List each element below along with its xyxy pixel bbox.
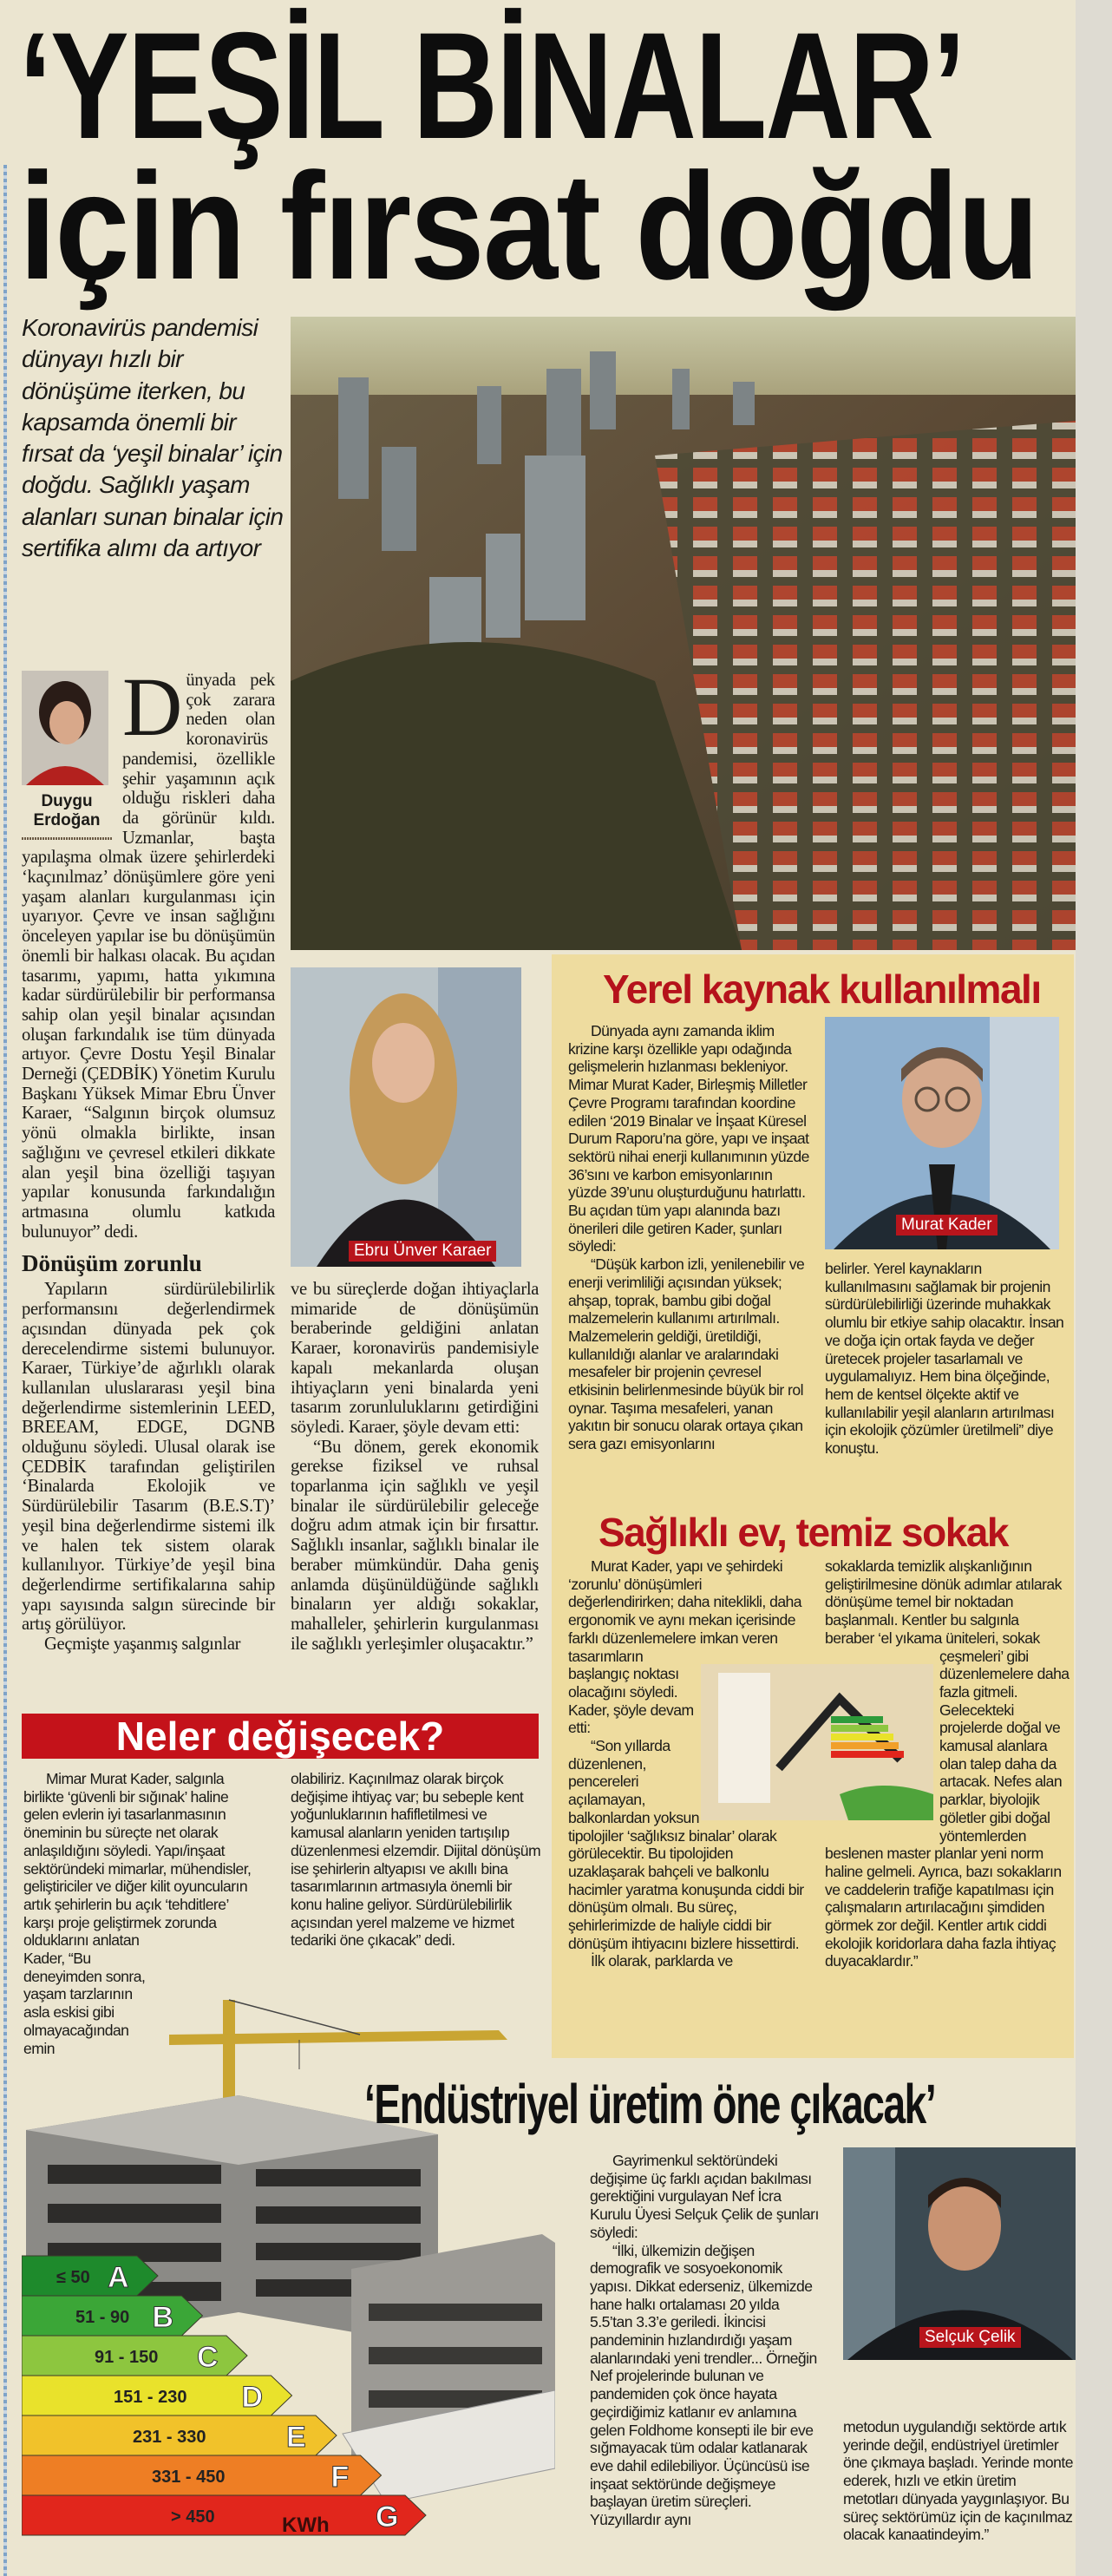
article-paragraph: “İlki, ülkemizin değişen demografik ve sosyoekonomik yapısı. Dikkat ederseniz, ülkemizde hane halkı ortalaması 20 yılda 5.5’tan 3.3’e geriledi. İkincisi pandeminin hızlandırdığı yaşam alanlarındaki yeni trendler... Örneğin Nef projelerinde bulunan ve pandemiden çok önce hayata geçirdiğimiz katlanır ev anlamına gelen Foldhome konsepti ile bir eve sığmayacak tüm odalar katlanarak eve dahil edilebiliyor. Üçüncüsü ise inşaat sektöründe değişmeye başlayan üretim süreçleri. Yüzyıllardır aynı — [590, 2241, 817, 2529]
main-article-column-1 — [22, 660, 275, 1655]
endustriyel-heading: ‘Endüstriyel üretim öne çıkacak’ — [364, 2073, 936, 2135]
energy-class-letter: E — [286, 2421, 306, 2454]
headline-line-2: için fırsat doğdu — [19, 142, 1038, 311]
article-paragraph: metodun uygulandığı sektörde artık yerinde değil, endüstriyel üretimler öne çıkmaya başladı. Yerinde monte ederek, hızlı ve etkin üretim metotları dünyada yaygınlaşıyor. Bu süreç sektörümüz için de kaçınılmaz olacak kanaatindeyim.” — [843, 2418, 1073, 2544]
article-paragraph: Dünyada aynı zamanda iklim krizine karşı özellikle yapı odağında gelişmelerin hızlanması bekleniyor. Mimar Murat Kader, Birleşmiş Milletler Çevre Programı tarafından koordine edilen ‘2019 Binalar ve İnşaat Küresel Durum Raporu’na göre, yapı ve inşaat sektörü nihai enerji kullanımının yüzde 36’sını ve karbon emisyonlarının yüzde 39’unu oluşturduğunu hatırlattı. Bu açıdan tüm yapı alanında bazı önerileri dile getiren Kader, şunları söyledi: — [568, 1022, 809, 1255]
neler-column-2 — [291, 1770, 542, 1950]
energy-class-bar-g — [22, 2495, 426, 2535]
page-edge-border — [3, 165, 7, 2576]
article-paragraph: “Bu dönem, gerek ekonomik gerekse fiziksel ve ruhsal toparlanma için sağlıklı ve yeşil binalar ile sürdürülebilir geleceğe doğru adım atmak için bir fırsattır. Sağlıklı insanlar, sağlıklı binalar ile beraber mümkündür. Daha geniş anlamda düşünüldüğünde sağlıklı binaların yer aldığı sokaklar, mahalleler, şehirlerin kurgulanması ile sağlıklı yerleşimler oluşacaktır.” — [291, 1437, 539, 1654]
author-name-last: Erdoğan — [33, 811, 101, 829]
article-paragraph: Mimar Murat Kader, salgınla birlikte ‘güvenli bir sığınak’ haline gelen evlerin iyi tasarlanmasının öneminin bu süreçte net olarak anlaşıldığını söyledi. Yapı/inşaat sektöründeki mimarlar, mühendisler, geliştiriciler ve diğer kilit oyuncuların artık şehirlerin bu açık ‘tehditlere’ karşı proje geliştirmek zorunda olduklarını anlatan Kader, “Bu deneyimden sonra, yaşam tarzlarının asla eskisi gibi olmayacağından emin — [23, 1770, 252, 2057]
author-photo — [22, 671, 108, 785]
city-aerial-photo — [291, 317, 1076, 950]
energy-class-letter: B — [152, 2301, 174, 2334]
murat-kader-photo — [825, 1017, 1059, 1249]
endustriyel-column-1 — [590, 2152, 824, 2529]
article-paragraph: ve bu süreçlerde doğan ihtiyaçlarla mimaride de dönüşümün beraberinde geldiğini anlatan Karaer, koronavirüs pandemisiyle kapalı mekanlarda oluşan ihtiyaçların yeni binalarda yeni tasarım zorunluluklarını getirdiğini söyledi. Karaer, şöyle devam etti: — [291, 1280, 539, 1437]
subheading: Dönüşüm zorunlu — [22, 1250, 202, 1277]
energy-class-range: 51 - 90 — [75, 2308, 130, 2327]
article-text: ünyada pek çok zarara neden olan koronavirüs pandemisi, özellikle şehir yaşamının açık olduğu riskleri daha da görünür kıldı. Uzmanlar, başta yapılaşma olmak üzere şehirlerdeki ‘kaçınılmaz’ dönüşümlere göre yeni yaşam alanları kurgulanması için uyarıyor. Çevre ve insan sağlığını önceleyen yapılar ise bu dönüşümün önemli bir halkası olacak. Bu açıdan tasarımı, yapımı, hatta yıkımına kadar sürdürülebilir bir performansa sahip olan yeşil binalar açısından oluşan farkındalık ise tüm dünyada artıyor. Çevre Dostu Yeşil Binalar Derneği (ÇEDBİK) Yönetim Kurulu Başkanı Yüksek Mimar Ebru Ünver Karaer, “Salgının birçok olumsuz yönü olmakla birlikte, insan sağlığını ve çevresel etkileri dikkate alan yeşil bina özelliği taşıyan yapılar konusunda farkındalığın artmasına olumlu katkıda bulunuyor” dedi. — [22, 671, 275, 1242]
energy-unit-label: KWh — [282, 2514, 330, 2537]
author-box — [22, 671, 112, 840]
adjacent-page-strip — [1076, 0, 1112, 2576]
section-heading-bar: Neler değişecek? — [22, 1714, 539, 1759]
energy-class-letter: G — [376, 2501, 399, 2533]
article-paragraph: “Son yıllarda düzenlenen, pencereleri açılamayan, balkonlardan yoksun tipolojiler ‘sağlıksız binalar’ olarak görülecektir. Bu tipolojiden uzaklaşarak bahçeli ve balkonlu hacimler yaratma konuşunda ciddi bir dönüşüm olmalı. Bu süreç, şehirlerimizde de haliyle ciddi bir dönüşüm ihtiyacını bizlere hissettirdi. — [568, 1737, 804, 1952]
energy-class-range: 91 - 150 — [95, 2348, 159, 2367]
energy-class-letter: F — [330, 2461, 350, 2494]
headline-line-1: ‘YEŞİL BİNALAR’ — [19, 2, 965, 171]
yerel-column-1 — [568, 1022, 811, 1453]
photo-caption: Murat Kader — [896, 1215, 998, 1236]
energy-class-range: 331 - 450 — [152, 2468, 226, 2487]
saglikli-column-2 — [825, 1557, 1069, 1970]
article-paragraph: sokaklarda temizlik alışkanlığının geliştirilmesine dönük adımlar atılarak dönüşüme temel bir noktadan başlanmalı. Kentler bu salgınla beraber ‘el yıkama üniteleri, sokak çeşmeleri’ gibi düzenlemelere daha fazla gitmeli. Gelecekteki projelerde doğal ve kamusal alanlara olan talep daha da artacak. Nefes alan parklar, biyolojik göletler gibi doğal yöntemlerden beslenen master planlar yeni norm haline gelmeli. Ayrıca, bazı sokakların ve caddelerin trafiğe kapatılması için çalışmaların artırılacağını şimdiden görmek zor değil. Kentler artık ciddi ekolojik koridorlara daha fazla ihtiyaç duyacaklardır.” — [825, 1557, 1069, 1970]
photo-caption: Ebru Ünver Karaer — [349, 1241, 496, 1262]
article-paragraph: İlk olarak, parklarda ve — [591, 1952, 733, 1970]
energy-class-letter: C — [197, 2341, 219, 2374]
energy-class-range: > 450 — [171, 2507, 215, 2527]
endustriyel-column-2 — [843, 2418, 1073, 2544]
photo-caption: Selçuk Çelik — [919, 2327, 1021, 2348]
drop-cap: D — [122, 660, 183, 753]
yerel-heading: Yerel kaynak kullanılmalı — [603, 967, 1041, 1012]
article-paragraph: olabiliriz. Kaçınılmaz olarak birçok değişime ihtiyaç var; bu sebeple kent yoğunluklarının hafifletilmesi ve kamusal alanların yeniden tartışılıp düzenlenmesi elzemdir. Dijital dönüşüm ise şehirlerin altyapısı ve akıllı bina tasarımlarının artmasıyla önemli bir konu haline geliyor. Sürdürülebilirlik açısından yerel malzeme ve hizmet tedariki öne çıkacak” dedi. — [291, 1770, 541, 1950]
yerel-column-2 — [825, 1260, 1069, 1458]
ebru-unver-karaer-photo — [291, 967, 521, 1267]
author-divider — [22, 837, 112, 840]
selcuk-celik-photo — [843, 2147, 1076, 2360]
article-paragraph: belirler. Yerel kaynakların kullanılmasını sağlamak bir projenin sürdürülebilirliği üzerinde muhakkak olumlu bir etkiye sahip olacaktır. İnsan ve doğa için ortak fayda ve değer üretecek projeler tasarlamalı ve uygulamalıyız. Hem bina ölçeğinde, hem de kentsel ölçekte aktif ve kullanılabilir yeşil alanların artırılması için ekolojik çözümler üretilmeli” diye konuştu. — [825, 1260, 1064, 1458]
energy-class-range: ≤ 50 — [56, 2268, 90, 2287]
energy-class-range: 231 - 330 — [133, 2428, 206, 2447]
energy-class-letter: D — [241, 2381, 264, 2414]
author-name-first: Duygu — [41, 792, 93, 810]
energy-label-illustration — [22, 1983, 555, 2560]
article-paragraph: “Düşük karbon izli, yenilenebilir ve enerji verimliliği açısından yüksek; ahşap, toprak, bambu gibi doğal malzemelerin kullanımı artırılmalı. Malzemelerin geldiği, üretildiği, kullanıldığı alanlar ve aralarındaki mesafeler bir projenin çevresel etkisinin belirlenmesinde büyük bir rol oynar. Taşıma mesafeleri, yanan yakıtın bir sonucu olarak ortaya çıkan sera gazı emisyonlarını — [568, 1255, 805, 1453]
article-paragraph: Murat Kader, yapı ve şehirdeki ‘zorunlu’ dönüşümleri değerlendirirken; daha niteklikli, daha ergonomik ve aynı mekan içerisinde farklı düzenlemelere imkan veren tasarımların başlangıç noktası olacağını söyledi. Kader, şöyle devam etti: — [568, 1557, 802, 1737]
main-article-column-2 — [291, 1280, 539, 1654]
saglikli-heading: Sağlıklı ev, temiz sokak — [599, 1510, 1008, 1555]
energy-class-range: 151 - 230 — [114, 2388, 187, 2407]
energy-class-letter: A — [108, 2261, 129, 2294]
saglikli-column-1 — [568, 1557, 811, 1970]
article-paragraph: Gayrimenkul sektöründeki değişime üç farklı açıdan bakılması gerektiğini vurgulayan Nef İcra Kurulu Üyesi Selçuk Çelik de şunları söyledi: — [590, 2152, 819, 2241]
article-paragraph: Yapıların sürdürülebilirlik performansını değerlendirmek açısından dünyada pek çok derecelendirme sistemi bulunuyor. Karaer, Türkiye’de ağırlıklı olarak kullanılan uluslararası yeşil bina değerlendirme sistemlerinin LEED, BREEAM, EDGE, DGNB olduğunu söyledi. Ulusal olarak ise ÇEDBİK tarafından geliştirilen ‘Binalarda Ekolojik ve Sürdürülebilir Tasarım (B.E.S.T)’ yeşil bina değerlendirme sistemi ilk ve halen tek sistem olarak kullanılıyor. Türkiye’de yeşil bina değerlendirme sertifikalarına sahip yapı sayısında salgın sürecinde bir artış görülüyor. — [22, 1280, 275, 1635]
article-paragraph: Geçmişte yaşanmış salgınlar — [44, 1635, 241, 1655]
intro-spot: Koronavirüs pandemisi dünyayı hızlı bir dönüşüme iterken, bu kapsamda önemli bir fırsat da ‘yeşil binalar’ için doğdu. Sağlıklı yaşam alanları sunan binalar için sertifika alımı da artıyor — [22, 314, 284, 562]
